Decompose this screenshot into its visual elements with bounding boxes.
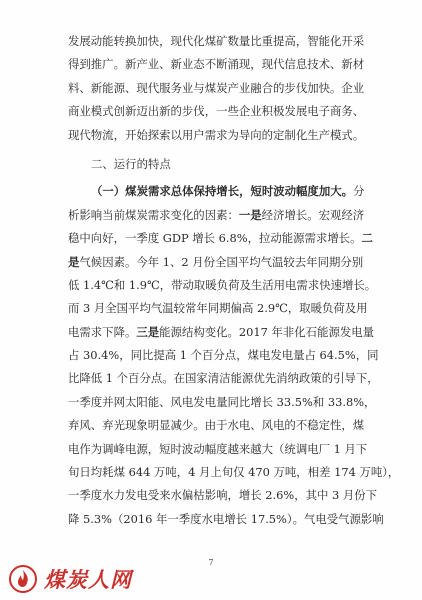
text-line: 比降低 1 个百分点。在国家清洁能源优先消纳政策的引导下， (68, 371, 379, 386)
text-line: 降 5.3%（2016 年一季度水电增长 17.5%）。气电受气源影响 (68, 511, 384, 526)
paragraph-lead-tail: 分 (353, 184, 365, 199)
watermark-text: 煤炭人网 (44, 568, 132, 592)
text-line: 电作为调峰电源，短时波动幅度越来越大（统调电厂 1 月下 (68, 441, 368, 456)
text-run: 稳中向好，一季度 GDP 增长 6.8%，拉动能源需求增长。 (68, 231, 362, 246)
text-line: 旬日均耗煤 644 万吨，4 月上旬仅 470 万吨，相差 174 万吨）， (68, 465, 400, 480)
text-run: 能源结构变化。2017 年非化石能源发电量 (159, 324, 375, 339)
text-run: 电需求下降。 (68, 324, 137, 339)
text-run: 经济增长。宏观经济 (261, 207, 365, 222)
watermark (8, 562, 178, 596)
text-line: 而 3 月全国平均气温较常年同期偏高 2.9℃，取暖负荷及用 (68, 301, 368, 316)
text-line (68, 227, 373, 250)
paragraph-lead-bold: （一）煤炭需求总体保持增长，短时波动幅度加大。 (91, 184, 353, 199)
text-line (68, 321, 375, 344)
text-run: 析影响当前煤炭需求变化的因素： (68, 207, 239, 222)
bold-run: 是 (68, 254, 80, 269)
text-line: 得到推广。新产业、新业态不断涌现，现代信息技术、新材 (68, 57, 365, 72)
text-line: 低 1.4℃和 1.9℃，带动取暖负荷及生活用电需求快速增长。 (68, 277, 377, 292)
text-line: 弃风、弃光现象明显减少。由于水电、风电的不稳定性，煤 (68, 418, 365, 433)
bold-run: 三是 (136, 324, 160, 339)
text-line: 一季度并网太阳能、风电发电量同比增长 33.5%和 33.8%， (68, 394, 376, 409)
text-run: 气候因素。今年 1、2 月份全国平均气温较去年同期分别 (79, 254, 364, 269)
bold-run: 一是 (238, 207, 262, 222)
text-line: 商业模式创新迈出新的步伐，一些企业积极发展电子商务、 (68, 104, 365, 119)
text-line: 现代物流，开始探索以用户需求为导向的定制化生产模式。 (68, 127, 365, 142)
page-number: 7 (208, 558, 214, 567)
text-line: 料、新能源、现代服务业与煤炭产业融合的步伐加快。企业 (68, 80, 365, 95)
bold-run: 二 (361, 231, 373, 246)
text-line: 发展动能转换加快，现代化煤矿数量比重提高，智能化开采 (68, 34, 365, 48)
text-line (68, 204, 368, 227)
text-line: 占 30.4%，同比提高 1 个百分点，煤电发电量占 64.5%，同 (68, 348, 379, 363)
flame-logo-icon (8, 564, 38, 594)
text-line (68, 251, 368, 274)
text-line: 一季度水力发电受来水偏枯影响，增长 2.6%，其中 3 月份下 (68, 488, 378, 503)
section-heading: 二、运行的特点 (91, 156, 171, 171)
document-body (68, 30, 400, 531)
paragraph-lead-line (68, 180, 368, 203)
